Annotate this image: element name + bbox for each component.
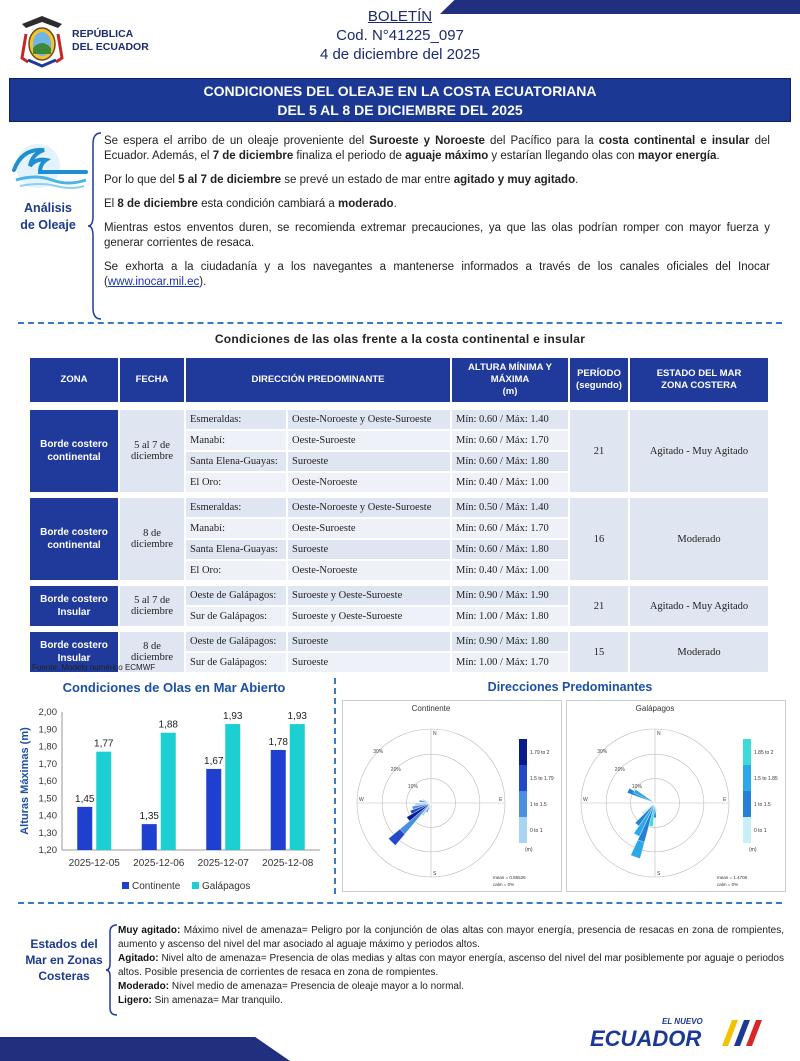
rose-footer: calm = 0% xyxy=(493,882,515,887)
height-cell: Mín: 0.40 / Máx: 1.00 xyxy=(452,473,568,492)
bar-chart-panel xyxy=(14,680,334,896)
roses-title: Direcciones Predominantes xyxy=(487,680,653,694)
analysis-paragraph-2 xyxy=(104,173,770,188)
state-description: Sin amenaza= Mar tranquilo. xyxy=(151,995,283,1006)
bar-galápagos xyxy=(96,752,111,850)
text-run: finaliza el periodo de xyxy=(293,150,406,162)
direction-cell: Oeste-Noroeste xyxy=(288,561,450,580)
bulletin-header xyxy=(0,8,800,64)
table-row xyxy=(30,410,768,429)
bar-chart xyxy=(14,684,334,896)
country-line-1: REPÚBLICA xyxy=(72,28,134,40)
location-cell: Esmeraldas: xyxy=(186,498,286,517)
direction-cell: Suroeste xyxy=(288,653,450,672)
data-label: 1,88 xyxy=(158,719,178,731)
analysis-paragraph-5 xyxy=(104,260,770,290)
bulletin-code: Cod. N°41225_097 xyxy=(336,27,464,44)
header-altura-label: ALTURA MÍNIMA Y MÁXIMA xyxy=(468,362,552,385)
bar-continente xyxy=(77,807,92,850)
page-title xyxy=(9,78,791,122)
date-cell: 5 al 7 de diciembre xyxy=(120,586,184,626)
section-divider-2 xyxy=(18,902,782,904)
state-definition xyxy=(118,924,784,952)
location-cell: Sur de Galápagos: xyxy=(186,653,286,672)
text-run: . xyxy=(575,174,579,186)
rose-legend-label: 0 to 1 xyxy=(530,828,543,834)
height-cell: Mín: 1.00 / Máx: 1.80 xyxy=(452,607,568,626)
text-run-bold: 8 de diciembre xyxy=(117,198,198,210)
location-cell: Sur de Galápagos: xyxy=(186,607,286,626)
state-term: Ligero: xyxy=(118,995,152,1006)
text-run-bold: aguaje máximo xyxy=(405,150,489,162)
height-cell: Mín: 0.60 / Máx: 1.70 xyxy=(452,431,568,450)
direction-cell: Suroeste xyxy=(288,632,450,651)
data-label: 1,93 xyxy=(223,711,243,723)
data-label: 1,93 xyxy=(287,711,307,723)
header-periodo xyxy=(570,358,628,402)
legend-label: Continente xyxy=(132,881,181,892)
rose-continente xyxy=(342,700,562,892)
y-tick-label: 1,80 xyxy=(38,741,57,753)
y-tick-label: 1,30 xyxy=(38,827,57,839)
data-source: Fuente: Modelo numérico ECMWF xyxy=(32,663,156,672)
rose-ring-label: 10% xyxy=(631,783,642,790)
rose-legend-label: 0 to 1 xyxy=(754,828,767,834)
rose-legend-swatch xyxy=(519,739,527,765)
legend-swatch xyxy=(122,882,129,889)
header-spacer xyxy=(30,404,768,408)
header-direccion: DIRECCIÓN PREDOMINANTE xyxy=(186,358,450,402)
legend-label: Galápagos xyxy=(202,881,251,892)
bottom-band xyxy=(0,1037,290,1061)
table-row xyxy=(30,498,768,517)
group-spacer-cell xyxy=(30,494,768,496)
y-tick-label: 1,50 xyxy=(38,793,57,805)
bar-continente xyxy=(142,824,157,850)
table-header-row xyxy=(30,358,768,402)
rose-legend-label: 1.5 to 1.85 xyxy=(754,776,778,782)
location-cell: El Oro: xyxy=(186,561,286,580)
header-estado-sub: ZONA COSTERA xyxy=(661,380,737,391)
period-cell: 21 xyxy=(570,410,628,492)
rose-dir-e: E xyxy=(723,797,727,803)
title-line-2: DEL 5 AL 8 DE DICIEMBRE DEL 2025 xyxy=(277,102,523,118)
text-run: del Pacífico para la xyxy=(484,135,599,147)
state-term: Muy agitado: xyxy=(118,925,181,936)
direction-cell: Oeste-Noroeste xyxy=(288,473,450,492)
location-cell: Manabí: xyxy=(186,431,286,450)
state-cell: Agitado - Muy Agitado xyxy=(630,586,768,626)
rose-legend-swatch xyxy=(743,791,751,817)
rose-galapagos xyxy=(566,700,786,892)
location-cell: Oeste de Galápagos: xyxy=(186,586,286,605)
logo-small-text: EL NUEVO xyxy=(662,1017,703,1026)
height-cell: Mín: 0.60 / Máx: 1.80 xyxy=(452,540,568,559)
direction-cell: Oeste-Noroeste y Oeste-Suroeste xyxy=(288,498,450,517)
period-cell: 21 xyxy=(570,586,628,626)
bar-galápagos xyxy=(290,724,305,850)
data-label: 1,77 xyxy=(94,738,114,750)
y-axis-label: Alturas Máximas (m) xyxy=(19,727,31,835)
state-definition xyxy=(118,952,784,980)
text-run-bold: Suroeste y Noroeste xyxy=(369,135,485,147)
rose-unit: (m) xyxy=(749,847,757,853)
wave-icon xyxy=(6,140,88,190)
rose-dir-n: N xyxy=(657,731,661,737)
data-label: 1,45 xyxy=(75,793,95,805)
y-tick-label: 1,60 xyxy=(38,776,57,787)
state-cell: Moderado xyxy=(630,498,768,580)
y-tick-label: 2,00 xyxy=(38,707,57,718)
logo-big-text: ECUADOR xyxy=(590,1026,702,1051)
header-zona: ZONA xyxy=(30,358,118,402)
bar-galápagos xyxy=(161,733,176,850)
rose-dir-w: W xyxy=(583,797,588,803)
text-run: Se espera el arribo de un oleaje proveniente del xyxy=(104,135,370,147)
location-cell: Oeste de Galápagos: xyxy=(186,632,286,651)
zone-cell: Borde costero continental xyxy=(30,410,118,492)
analysis-paragraph-3 xyxy=(104,197,770,212)
zone-cell: Borde costero Insular xyxy=(30,632,118,672)
data-label: 1,78 xyxy=(268,736,288,748)
title-line-1: CONDICIONES DEL OLEAJE EN LA COSTA ECUATORIANA xyxy=(203,83,597,99)
analysis-label-line-2: de Oleaje xyxy=(20,218,76,232)
height-cell: Mín: 0.90 / Máx: 1.80 xyxy=(452,632,568,651)
brace-icon xyxy=(88,132,102,320)
direction-cell: Suroeste y Oeste-Suroeste xyxy=(288,607,450,626)
rose-unit: (m) xyxy=(525,847,533,853)
height-cell: Mín: 0.60 / Máx: 1.80 xyxy=(452,452,568,471)
text-run-bold: 5 al 7 de diciembre xyxy=(178,174,282,186)
text-run: del Ecuador. Además, el xyxy=(104,135,770,162)
bar-continente xyxy=(206,769,221,850)
brace-icon xyxy=(106,924,118,1016)
data-label: 1,67 xyxy=(204,755,224,767)
direction-cell: Suroeste xyxy=(288,452,450,471)
date-cell: 5 al 7 de diciembre xyxy=(120,410,184,492)
rose-dir-n: N xyxy=(433,731,437,737)
group-spacer-cell xyxy=(30,582,768,584)
group-spacer xyxy=(30,582,768,584)
table-row xyxy=(30,632,768,651)
height-cell: Mín: 0.60 / Máx: 1.40 xyxy=(452,410,568,429)
rose-chart-galapagos xyxy=(567,701,787,893)
direction-cell: Oeste-Suroeste xyxy=(288,431,450,450)
text-run: y estarían llegando olas con xyxy=(488,150,638,162)
state-term: Moderado: xyxy=(118,981,170,992)
rose-title: Continente xyxy=(411,704,451,713)
text-run: . xyxy=(393,198,397,210)
rose-legend-swatch xyxy=(519,817,527,843)
table-row xyxy=(30,586,768,605)
text-run-bold: mayor energía xyxy=(637,150,717,162)
states-label-line-3: Costeras xyxy=(38,969,90,983)
text-run-bold: agitado y muy agitado xyxy=(453,174,576,186)
y-tick-label: 1,70 xyxy=(38,758,57,770)
rose-dir-e: E xyxy=(499,797,503,803)
rose-dir-s: S xyxy=(657,871,661,877)
direction-cell: Oeste-Noroeste y Oeste-Suroeste xyxy=(288,410,450,429)
rose-legend-swatch xyxy=(519,765,527,791)
location-cell: El Oro: xyxy=(186,473,286,492)
text-run-bold: costa continental e insular xyxy=(598,135,750,147)
zone-cell: Borde costero Insular xyxy=(30,586,118,626)
analysis-text xyxy=(104,134,770,299)
bulletin-date: 4 de diciembre del 2025 xyxy=(319,46,481,63)
rose-legend-swatch xyxy=(743,739,751,765)
rose-ring-label: 30% xyxy=(373,749,384,756)
y-tick-label: 1,20 xyxy=(38,845,57,856)
bulletin-label: BOLETÍN xyxy=(367,8,433,25)
legend-swatch xyxy=(192,882,199,889)
direction-cell: Oeste-Suroeste xyxy=(288,519,450,538)
height-cell: Mín: 0.40 / Máx: 1.00 xyxy=(452,561,568,580)
header-periodo-unit: (segundo) xyxy=(576,380,622,391)
state-description: Nivel alto de amenaza= Presencia de olas medias y altas con mayor energía, ascenso del nivel del mar posiblemente por aguaje o periodos altos. Posible presencia de corrientes de resaca en zona de rompientes. xyxy=(118,953,784,978)
location-cell: Santa Elena-Guayas: xyxy=(186,452,286,471)
rose-footer: calm = 0% xyxy=(717,882,739,887)
text-run: esta condición cambiará a xyxy=(197,198,338,210)
wave-conditions-table xyxy=(28,356,770,674)
header-estado-label: ESTADO DEL MAR xyxy=(656,368,742,379)
rose-footer: mean = 1.4706 xyxy=(717,875,748,880)
state-definition xyxy=(118,980,784,994)
rose-legend-label: 1 to 1.5 xyxy=(754,802,771,808)
period-cell: 15 xyxy=(570,632,628,672)
text-run-bold: 7 de diciembre xyxy=(212,150,294,162)
states-text xyxy=(118,924,784,1008)
header-estado xyxy=(630,358,768,402)
location-cell: Manabí: xyxy=(186,519,286,538)
state-term: Agitado: xyxy=(118,953,159,964)
text-run: Se exhorta a la ciudadanía y a los navegantes a mantenerse informados a través de los canales oficiales del Inocar ( xyxy=(104,261,770,288)
states-label-line-2: Mar en Zonas xyxy=(25,953,103,967)
rose-legend-label: 1.5 to 1.79 xyxy=(530,776,554,782)
rose-ring-label: 30% xyxy=(597,749,608,756)
rose-ring-label: 10% xyxy=(407,783,418,790)
analysis-paragraph-1 xyxy=(104,134,770,164)
table-body xyxy=(30,410,768,672)
state-cell: Agitado - Muy Agitado xyxy=(630,410,768,492)
location-cell: Santa Elena-Guayas: xyxy=(186,540,286,559)
rose-legend-swatch xyxy=(743,817,751,843)
text-run-bold: moderado xyxy=(337,198,394,210)
date-cell: 8 de diciembre xyxy=(120,498,184,580)
height-cell: Mín: 0.60 / Máx: 1.70 xyxy=(452,519,568,538)
text-run: se prevé un estado de mar entre xyxy=(281,174,454,186)
rose-legend-label: 1.79 to 2 xyxy=(530,750,550,756)
ecuador-logo xyxy=(586,1012,786,1052)
x-tick-label: 2025-12-06 xyxy=(133,858,185,869)
states-label-line-1: Estados del xyxy=(30,937,98,951)
location-cell: Esmeraldas: xyxy=(186,410,286,429)
rose-dir-w: W xyxy=(359,797,364,803)
analysis-paragraph-4: Mientras estos enventos duren, se recomienda extremar precauciones, ya que las olas podrían romper con mayor fuerza y generar corrientes de resaca. xyxy=(104,222,770,249)
period-cell: 16 xyxy=(570,498,628,580)
table-title: Condiciones de las olas frente a la costa continental e insular xyxy=(214,332,586,346)
height-cell: Mín: 1.00 / Máx: 1.70 xyxy=(452,653,568,672)
rose-footer: mean = 0.85526 xyxy=(493,875,526,880)
rose-chart-continente xyxy=(343,701,563,893)
inocar-link[interactable]: www.inocar.mil.ec xyxy=(107,276,200,288)
rose-legend-label: 1.85 to 2 xyxy=(754,750,774,756)
rose-ring-label: 20% xyxy=(390,766,401,773)
rose-legend-swatch xyxy=(519,791,527,817)
state-definition xyxy=(118,994,784,1008)
date-cell: 8 de diciembre xyxy=(120,632,184,672)
rose-legend-label: 1 to 1.5 xyxy=(530,802,547,808)
states-label xyxy=(20,936,108,984)
vertical-divider xyxy=(334,678,336,894)
state-description: Máximo nivel de amenaza= Peligro por la conjunción de olas altas con mayor energía, presencia de resacas en zona de rompientes, aumento y ascenso del nivel del mar asociado al aguaje máximo y periodos altos. xyxy=(118,925,785,950)
y-tick-label: 1,40 xyxy=(38,810,57,822)
direction-cell: Suroeste xyxy=(288,540,450,559)
text-run: Por lo que del xyxy=(104,174,179,186)
header-altura-unit: (m) xyxy=(502,386,518,397)
header-altura xyxy=(452,358,568,402)
direction-cell: Suroeste y Oeste-Suroeste xyxy=(288,586,450,605)
height-cell: Mín: 0.90 / Máx: 1.90 xyxy=(452,586,568,605)
rose-title: Galápagos xyxy=(635,704,675,713)
x-tick-label: 2025-12-07 xyxy=(197,858,249,869)
text-run: El xyxy=(104,198,118,210)
section-divider xyxy=(18,322,782,324)
rose-legend-swatch xyxy=(743,765,751,791)
country-line-2: DEL ECUADOR xyxy=(72,41,149,53)
bar-continente xyxy=(271,750,286,850)
data-label: 1,35 xyxy=(139,811,159,823)
bar-chart-title: Condiciones de Olas en Mar Abierto xyxy=(62,680,286,695)
analysis-label-line-1: Análisis xyxy=(24,201,72,215)
header-fecha: FECHA xyxy=(120,358,184,402)
bar-galápagos xyxy=(225,724,240,850)
state-description: Nivel medio de amenaza= Presencia de oleaje mayor a lo normal. xyxy=(169,981,464,992)
group-spacer-cell xyxy=(30,628,768,630)
y-tick-label: 1,90 xyxy=(38,724,57,736)
zone-cell: Borde costero continental xyxy=(30,498,118,580)
x-tick-label: 2025-12-05 xyxy=(68,858,120,869)
rose-dir-s: S xyxy=(433,871,437,877)
state-cell: Moderado xyxy=(630,632,768,672)
analysis-label xyxy=(8,200,88,234)
text-run: . xyxy=(716,150,720,162)
group-spacer xyxy=(30,628,768,630)
header-periodo-label: PERÍODO xyxy=(577,368,621,379)
height-cell: Mín: 0.50 / Máx: 1.40 xyxy=(452,498,568,517)
text-run: ). xyxy=(199,276,207,288)
rose-ring-label: 20% xyxy=(614,766,625,773)
group-spacer xyxy=(30,494,768,496)
x-tick-label: 2025-12-08 xyxy=(262,858,314,869)
